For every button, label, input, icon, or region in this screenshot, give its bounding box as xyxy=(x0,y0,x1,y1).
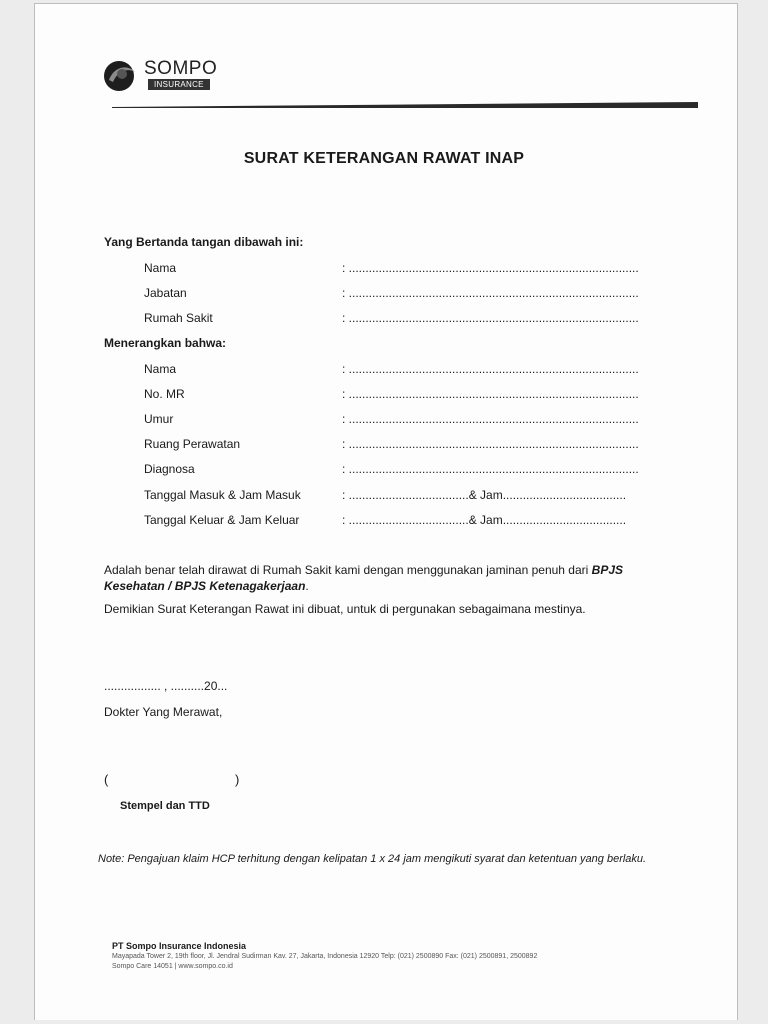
admission-date-field[interactable]: : ....................................& Jam..................................... xyxy=(342,488,627,502)
sompo-logo-icon xyxy=(102,58,140,94)
discharge-date-field[interactable]: : ....................................& Jam..................................... xyxy=(342,513,627,527)
statement-end: . xyxy=(305,579,309,593)
statement-emphasis: BPJS Kesehatan / BPJS Ketenagakerjaan xyxy=(104,563,624,593)
patient-mr-label: No. MR xyxy=(144,387,185,401)
patient-room-label: Ruang Perawatan xyxy=(144,437,241,451)
patient-heading: Menerangkan bahwa: xyxy=(104,336,227,350)
signer-heading: Yang Bertanda tangan dibawah ini: xyxy=(104,235,304,249)
note-text: Note: Pengajuan klaim HCP terhitung dengan kelipatan 1 x 24 jam mengikuti syarat dan ketentuan yang berlaku. xyxy=(98,853,647,865)
sompo-logo xyxy=(102,56,222,96)
signature-close-paren: ) xyxy=(235,772,240,787)
signer-name-field[interactable]: : ....................................................................................... xyxy=(342,261,639,275)
patient-diagnosis-label: Diagnosa xyxy=(144,462,195,476)
patient-diagnosis-field[interactable]: : ....................................................................................... xyxy=(342,462,639,476)
footer-contact: Sompo Care 14051 | www.sompo.co.id xyxy=(112,963,233,970)
signer-hospital-label: Rumah Sakit xyxy=(144,311,213,325)
doctor-label: Dokter Yang Merawat, xyxy=(104,705,223,719)
signer-name-label: Nama xyxy=(144,261,177,275)
signature-open-paren: ( xyxy=(104,772,109,787)
statement-text: Adalah benar telah dirawat di Rumah Sakit kami dengan menggunakan jaminan penuh dari xyxy=(104,563,592,577)
header-rule xyxy=(112,102,698,108)
date-line[interactable]: ................. , ..........20... xyxy=(104,679,228,693)
footer-address: Mayapada Tower 2, 19th floor, Jl. Jendral Sudirman Kav. 27, Jakarta, Indonesia 12920 Telp: (021) 2500890 Fax: (021) 2500891, 2500892 xyxy=(112,953,538,960)
logo-subtitle: INSURANCE xyxy=(148,79,210,90)
stamp-label: Stempel dan TTD xyxy=(120,800,210,812)
document-title: SURAT KETERANGAN RAWAT INAP xyxy=(243,150,525,167)
admission-date-label: Tanggal Masuk & Jam Masuk xyxy=(144,488,301,502)
closing-paragraph: Demikian Surat Keterangan Rawat ini dibuat, untuk di pergunakan sebagaimana mestinya. xyxy=(104,602,586,616)
footer-company: PT Sompo Insurance Indonesia xyxy=(112,941,247,951)
patient-room-field[interactable]: : ....................................................................................... xyxy=(342,437,639,451)
logo-name: SOMPO xyxy=(144,58,218,79)
patient-age-label: Umur xyxy=(144,412,174,426)
patient-name-label: Nama xyxy=(144,362,177,376)
patient-name-field[interactable]: : ....................................................................................... xyxy=(342,362,639,376)
signer-position-label: Jabatan xyxy=(144,286,187,300)
patient-mr-field[interactable]: : ....................................................................................... xyxy=(342,387,639,401)
statement-paragraph xyxy=(104,562,664,594)
discharge-date-label: Tanggal Keluar & Jam Keluar xyxy=(144,513,300,527)
signer-position-field[interactable]: : ....................................................................................... xyxy=(342,286,639,300)
signer-hospital-field[interactable]: : ....................................................................................... xyxy=(342,311,639,325)
patient-age-field[interactable]: : ....................................................................................... xyxy=(342,412,639,426)
